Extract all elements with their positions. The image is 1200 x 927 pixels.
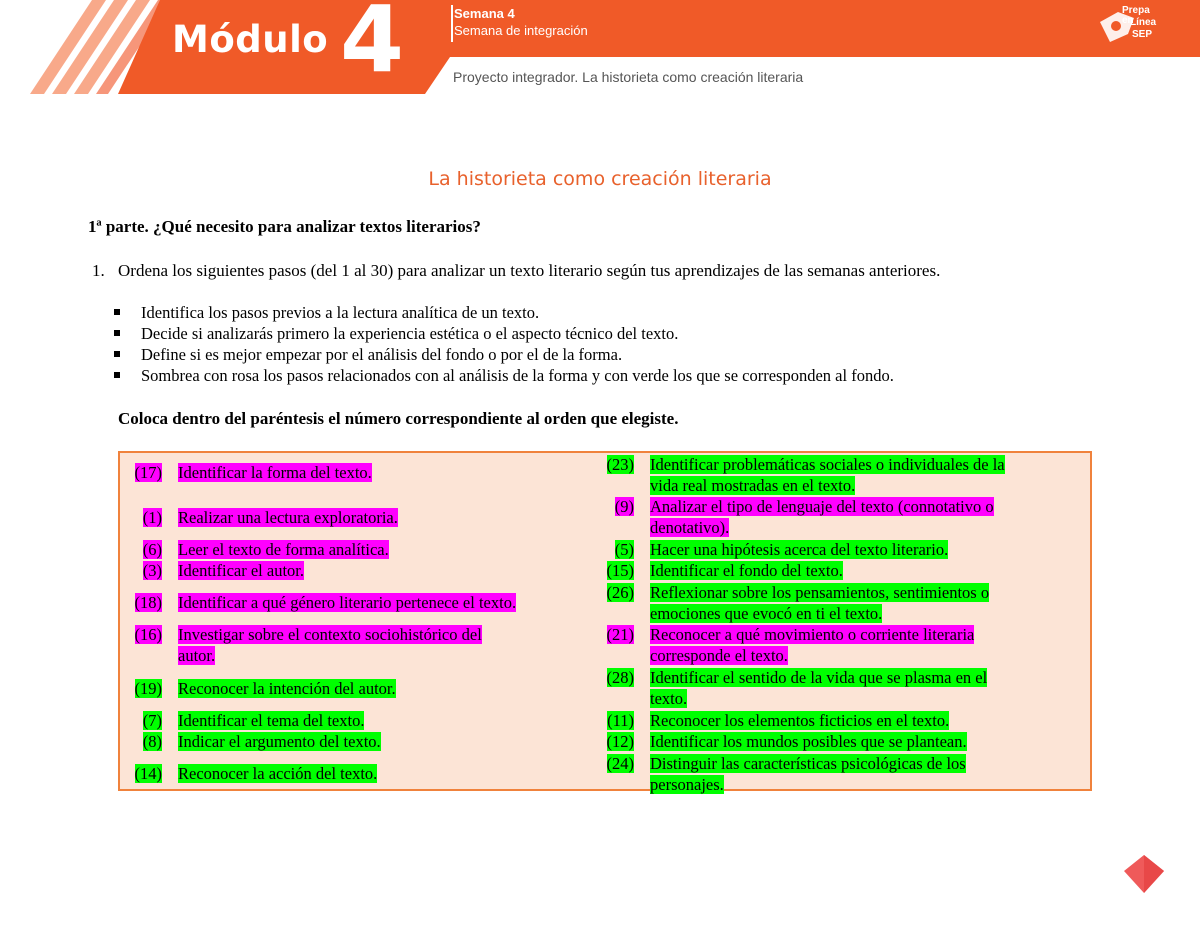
logo-text-line3: SEP xyxy=(1132,29,1153,40)
instruction-text: Ordena los siguientes pasos (del 1 al 30) para analizar un texto literario según tus aprendizajes de las semanas anteriores. xyxy=(118,261,941,280)
logo-text-line1: Prepa en xyxy=(1122,5,1150,26)
step-order-number: (5) xyxy=(614,540,634,559)
bullet-square-icon xyxy=(114,330,120,336)
decorative-cube-icon xyxy=(1120,853,1168,897)
bullet-list xyxy=(113,302,894,386)
step-order-number: (6) xyxy=(142,540,162,559)
step-description: Indicar el argumento del texto. xyxy=(178,732,381,751)
step-order-number: (21) xyxy=(606,625,634,644)
week-subtitle: Semana de integración xyxy=(454,23,588,38)
step-description: Distinguir las características psicológicas de los personajes. xyxy=(650,754,966,794)
instruction xyxy=(92,261,940,281)
list-item: Decide si analizarás primero la experiencia estética o el aspecto técnico del texto. xyxy=(113,323,894,344)
bullet-square-icon xyxy=(114,372,120,378)
step-description: Identificar el tema del texto. xyxy=(178,711,365,730)
step-description: Realizar una lectura exploratoria. xyxy=(178,508,398,527)
project-title: Proyecto integrador. La historieta como creación literaria xyxy=(453,69,804,85)
page-title: La historieta como creación literaria xyxy=(428,168,772,190)
step-description: Hacer una hipótesis acerca del texto literario. xyxy=(650,540,949,559)
step-order-number: (15) xyxy=(606,561,634,580)
list-item: Sombrea con rosa los pasos relacionados con al análisis de la forma y con verde los que se corresponden al fondo. xyxy=(113,365,894,386)
instruction-number: 1. xyxy=(92,261,105,280)
step-description: Identificar a qué género literario pertenece el texto. xyxy=(178,593,517,612)
step-order-number: (17) xyxy=(134,463,162,482)
placement-instruction: Coloca dentro del paréntesis el número correspondiente al orden que elegiste. xyxy=(118,409,679,428)
step-description: Reconocer a qué movimiento o corriente literaria corresponde el texto. xyxy=(650,625,975,665)
list-item: Define si es mejor empezar por el análisis del fondo o por el de la forma. xyxy=(113,344,894,365)
prepa-en-linea-logo xyxy=(1094,4,1156,48)
step-order-number: (23) xyxy=(606,455,634,474)
list-item: Identifica los pasos previos a la lectura analítica de un texto. xyxy=(113,302,894,323)
logo-text-line2: Línea xyxy=(1130,17,1157,28)
step-order-number: (16) xyxy=(134,625,162,644)
step-description: Reconocer los elementos ficticios en el texto. xyxy=(650,711,950,730)
step-order-number: (12) xyxy=(606,732,634,751)
step-description: Reflexionar sobre los pensamientos, sentimientos o emociones que evocó en ti el texto. xyxy=(650,583,990,623)
step-order-number: (9) xyxy=(614,497,634,516)
part-heading: 1ª parte. ¿Qué necesito para analizar textos literarios? xyxy=(88,217,481,236)
header-divider xyxy=(451,5,453,42)
step-order-number: (28) xyxy=(606,668,634,687)
step-order-number: (18) xyxy=(134,593,162,612)
bullet-square-icon xyxy=(114,309,120,315)
bullet-square-icon xyxy=(114,351,120,357)
step-order-number: (7) xyxy=(142,711,162,730)
step-description: Leer el texto de forma analítica. xyxy=(178,540,389,559)
step-order-number: (8) xyxy=(142,732,162,751)
step-description: Investigar sobre el contexto sociohistórico del autor. xyxy=(178,625,482,665)
step-description: Identificar el autor. xyxy=(178,561,304,580)
step-description: Identificar problemáticas sociales o individuales de la vida real mostradas en el texto. xyxy=(650,455,1005,495)
step-order-number: (24) xyxy=(606,754,634,773)
module-number: 4 xyxy=(340,0,405,93)
step-description: Reconocer la intención del autor. xyxy=(178,679,396,698)
step-order-number: (11) xyxy=(607,711,634,730)
step-description: Identificar la forma del texto. xyxy=(178,463,372,482)
steps-table xyxy=(118,451,1092,794)
week-title: Semana 4 xyxy=(454,6,515,21)
step-order-number: (19) xyxy=(134,679,162,698)
step-order-number: (1) xyxy=(142,508,162,527)
step-order-number: (14) xyxy=(134,764,162,783)
step-description: Identificar el sentido de la vida que se plasma en el texto. xyxy=(650,668,988,708)
step-description: Identificar el fondo del texto. xyxy=(650,561,843,580)
step-description: Identificar los mundos posibles que se plantean. xyxy=(650,732,967,751)
module-label: Módulo xyxy=(172,18,329,61)
step-description: Reconocer la acción del texto. xyxy=(178,764,378,783)
module-header xyxy=(0,0,1200,95)
step-description: Analizar el tipo de lenguaje del texto (connotativo o denotativo). xyxy=(650,497,994,537)
step-order-number: (26) xyxy=(606,583,634,602)
step-order-number: (3) xyxy=(142,561,162,580)
